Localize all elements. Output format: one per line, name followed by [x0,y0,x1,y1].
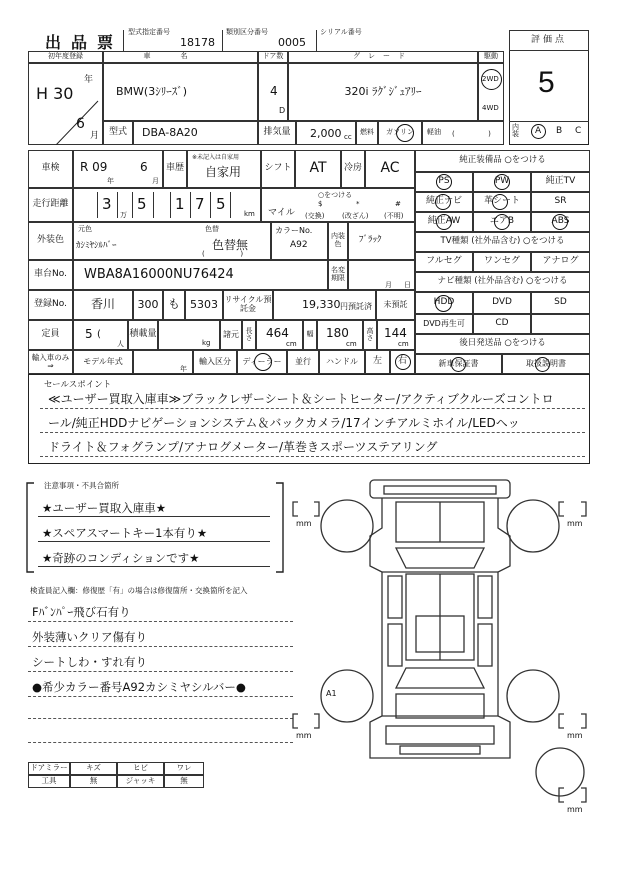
tire-unit-spare: mm [567,805,583,814]
repaint: 色替無 [212,238,249,252]
note-2: ★スペアスマートキー1本有り★ [42,526,208,540]
name-exp-day: 日 [404,281,411,289]
legend-v-4: 無 [164,775,204,788]
registration-label: 登録No. [28,290,73,320]
windshield [396,548,484,568]
reg-area: 香川 [73,290,133,320]
doors-label: ドア数 [258,51,288,63]
width-unit: cm [346,340,357,348]
capacity-label: 定員 [28,320,73,350]
note-3: ★奇跡のコンディションです★ [42,551,200,565]
tv-fullseg: フルセグ [415,252,473,272]
reg-kana: も [163,290,185,320]
navi-dvd: DVD [473,292,531,314]
width-label: 幅 [303,320,317,350]
history-label: 車歴 [163,150,187,188]
shift: AT [295,150,341,188]
history: 自家用 [205,165,242,179]
mileage-digit-2: 5 [137,195,147,213]
equip-pw-circle [494,174,510,190]
mileage-digit-5: 5 [216,195,226,213]
right: 右 [390,350,415,374]
shift-label: シフト [261,150,295,188]
altered-sym: * [356,200,360,208]
orig-color: ｶｼﾐﾔｼﾙﾊﾞｰ [76,241,117,251]
doc-title: 出品票 [45,33,124,52]
equip-navi-circle [435,194,451,210]
door-front-left [388,576,402,618]
navi-hdd-circle [435,295,452,312]
load-label: 積載量 [128,320,158,350]
fuel-gas-circle [396,124,414,142]
tire-bracket-spare [559,788,586,802]
equip-navi: 純正ナビ [415,192,473,212]
notes-label: 注意事項・不具合箇所 [44,481,119,490]
equip-ps-circle [436,174,452,190]
color-no: A92 [290,240,308,250]
model-year-unit: 年 [180,365,187,373]
equip-ps: PS [415,172,473,192]
diagram-mark-a1: A1 [326,689,337,698]
reg-class: 300 [133,290,163,320]
ext-color-label: 外装色 [28,222,73,260]
displacement-unit: cc [344,133,352,141]
navi-sd: SD [531,292,590,314]
class-no: 0005 [278,36,306,49]
dvd-label: DVD再生可 [415,314,473,334]
inspection-month-unit: 月 [152,177,159,185]
later-warranty: 新車保証書 [415,354,502,374]
name-exp-label: 名変期限 [328,260,348,290]
later-manual: 取扱説明書 [502,354,590,374]
dims-label: 諸元 [220,320,242,350]
tire-unit-rr: mm [567,731,583,740]
first-reg-era: H 30 [36,84,74,103]
equip-abs-circle [552,214,568,230]
inspector-3: シートしわ・すれ有り [32,655,147,669]
genuine-title: 純正装備品 ○をつける [415,150,590,172]
trunk [396,694,484,718]
tv-title: TV種類 (社外品含む) ○をつける [415,232,590,252]
wheel-rear-right [507,670,559,722]
serial-label: シリアル番号 [320,28,362,37]
equip-leather: 革シート [473,192,531,212]
wheel-front-right [507,500,559,552]
exchanged-sym: $ [318,200,323,208]
inspection-month: 6 [140,160,148,174]
model-year-label: モデル年式 [73,350,133,374]
sales-point-line-2: ール/純正HDDナビゲーションシステム＆バックカメラ/17インチアルミホイル/LEDヘッ [48,416,520,430]
equip-tv: 純正TV [531,172,590,192]
interior-a: A [535,126,542,136]
unpaid: 未預託 [376,290,415,320]
height: 144 [384,326,407,340]
mile: マイル [268,208,295,218]
mileage-man: 万 [120,211,127,219]
length: 464 [266,326,289,340]
interior-b: B [556,126,563,136]
front-bumper [370,480,510,498]
tire-bracket-fr [559,502,586,516]
import-label: 輸入車のみ⇒ [28,350,73,374]
later-manual-circle [535,357,550,372]
inspection-label: 車検 [28,150,73,188]
int-color: ﾌﾞﾗｯｸ [348,222,415,260]
capacity: 5 [85,327,93,341]
repaint-paren: ( ) [202,250,244,258]
load-unit: kg [202,339,211,347]
fuel-gas: ガソリン [378,121,422,145]
dealer: ディーラー [237,350,287,374]
equip-leather-circle [492,194,508,210]
height-label: 高さ [363,320,377,350]
orig-color-label: 元色 [78,225,92,233]
later-warranty-circle [451,357,466,372]
unknown: (不明) [384,212,404,220]
inspector-4: ●希少カラー番号A92カシミヤシルバー● [32,680,246,694]
recycle: 19,330 [302,298,341,311]
int-color-label: 内装色 [328,222,348,260]
tv-oneseg: ワンセグ [473,252,531,272]
car-diagram [290,476,590,816]
doors-value: 4 [270,84,278,98]
name-label: 車名 [103,51,258,63]
mileage-digit-3: 1 [175,195,185,213]
drive-4wd: 4WD [482,104,499,112]
length-unit: cm [286,340,297,348]
legend-v-1: 工具 [28,775,70,788]
sales-point-line-3: ドライト＆フォグランプ/アナログメーター/革巻きスポーツステアリング [48,440,438,454]
width: 180 [326,326,349,340]
parallel: 並行 [287,350,319,374]
mileage-label: 走行距離 [28,188,73,222]
first-reg-month-unit: 月 [90,131,100,141]
legend-v-2: 無 [70,775,117,788]
dealer-circle [254,353,272,371]
tire-unit-fl: mm [296,519,312,528]
rear-window [396,668,484,688]
model-cert-label: 型式指定番号 [128,28,170,37]
interior-label: 内装 [512,123,519,138]
recycle-label: リサイクル預託金 [223,290,273,320]
wheel-front-left [321,500,373,552]
repaint-label: 色替 [205,225,219,233]
door-front-right [478,576,492,618]
fuel-light: 軽油 [422,121,504,145]
equip-sr: SR [531,192,590,212]
inspection: R 09 [80,160,108,174]
sales-point-label: セールスポイント [44,380,112,390]
grade: 320i ﾗｸﾞｼﾞｭｱﾘｰ [288,63,478,121]
ac-label: 冷房 [341,150,365,188]
tire-bracket-fl [293,502,319,516]
length-label: 長さ [242,320,256,350]
tire-bracket-rl [293,714,319,728]
front-grille [384,486,496,494]
inspector-label: 検査員記入欄：修復歴「有」の場合は修復箇所・交換箇所を記入 [30,586,248,595]
equip-pw: PW [473,172,531,192]
cd-blank [531,314,590,334]
right-circle [395,354,411,370]
legend-h-3: ヒビ [117,762,164,775]
model-type: DBA-8A20 [133,121,258,145]
later-title: 後日発送品 ○をつける [415,334,590,354]
class-label: 類別区分番号 [226,28,268,37]
ac: AC [365,150,415,188]
inspection-year-unit: 年 [107,177,114,185]
grade-label: グレード [288,51,478,63]
score-label: 評価点 [509,30,589,51]
height-unit: cm [398,340,409,348]
capacity-paren: ( [97,329,101,340]
chassis-label: 車台No. [28,260,73,290]
equip-abs: ABS [531,212,590,232]
cd: CD [473,314,531,334]
navi-title: ナビ種類 (社外品含む) ○をつける [415,272,590,292]
capacity-unit: 人 [117,340,124,348]
unknown-sym: # [395,200,401,208]
rear-bumper [386,726,494,744]
model-cert-no: 18178 [180,36,215,49]
legend-h-4: ワレ [164,762,204,775]
inspector-1: Fﾊﾞﾝﾊﾟｰ飛び石有り [32,605,131,619]
recycle-unit: 円預託済 [340,302,372,311]
first-reg-year-unit: 年 [84,75,94,85]
rear-skirt [400,746,480,754]
door-rear-left [388,624,402,666]
first-reg-month: 6 [76,116,85,132]
wheel-spare [536,748,584,796]
tire-bracket-rr [559,714,586,728]
equip-airbag-circle [494,214,510,230]
fuel-light-paren: ( ) [452,130,491,138]
displacement: 2,000 [310,127,342,140]
altered: (改ざん) [342,212,369,220]
doors-suffix: D [279,106,286,115]
equip-airbag: エアB [473,212,531,232]
door-rear-right [478,624,492,666]
mileage-mark-label: ○をつける [318,191,353,199]
handle-label: ハンドル [319,350,365,374]
equip-aw-circle [436,214,452,230]
legend-h-1: ドアミラー [28,762,70,775]
fuel-label: 燃料 [356,121,378,145]
exchanged: (交換) [305,212,325,220]
model-type-label: 型式 [103,121,133,145]
color-no-label: カラーNo. [275,226,313,235]
name-exp-month: 月 [385,281,392,289]
first-reg-label: 初年度登録 [28,51,103,63]
drive-label: 駆動 [478,51,504,63]
tv-analog: アナログ [531,252,590,272]
mileage-digit-1: 3 [102,195,112,213]
sales-point-line-1: ≪ユーザー買取入庫車≫ブラックレザーシート＆シートヒーター/アクティブクルーズコントロ [48,392,554,406]
navi-hdd: HDD [415,292,473,314]
history-note: ※未記入は自家用 [192,154,240,161]
legend-v-3: ジャッキ [117,775,164,788]
inspector-2: 外装薄いクリア傷有り [32,630,147,644]
score-value: 5 [538,66,555,99]
reg-num: 5303 [185,290,223,320]
note-1: ★ユーザー買取入庫車★ [42,501,167,515]
tire-unit-fr: mm [567,519,583,528]
load-box [158,320,220,350]
displacement-label: 排気量 [258,121,296,145]
drive-2wd: 2WD [482,75,499,83]
legend-h-2: キズ [70,762,117,775]
tire-unit-rl: mm [296,731,312,740]
interior-c: C [575,126,582,136]
mileage-digit-4: 7 [195,195,205,213]
equip-aw: 純正AW [415,212,473,232]
vehicle-name: BMW(3ｼﾘｰｽﾞ) [103,63,258,121]
import-class-label: 輸入区分 [193,350,237,374]
mileage-unit: km [244,210,255,218]
chassis: WBA8A16000NU76424 [73,260,328,290]
left: 左 [365,350,390,374]
